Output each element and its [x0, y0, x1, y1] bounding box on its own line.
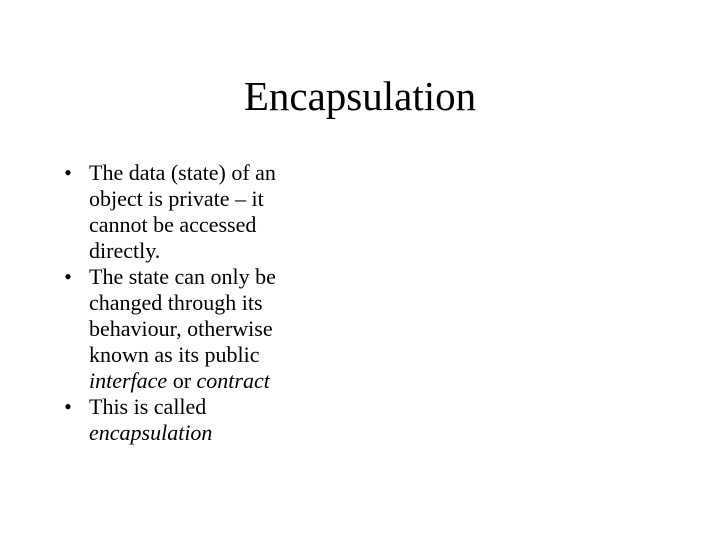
bullet-segment: The data (state) of an object is private – it cannot be accessed directly.: [89, 160, 276, 263]
bullet-icon: •: [64, 394, 72, 419]
bullet-icon: •: [64, 160, 72, 185]
bullet-item: [58, 394, 318, 446]
slide-title: Encapsulation: [243, 73, 477, 119]
bullet-icon: •: [64, 264, 72, 289]
bullet-text: [89, 160, 318, 264]
bullet-text: [89, 394, 318, 446]
bullet-segment-italic: contract: [196, 368, 270, 393]
bullet-segment: or: [167, 368, 197, 393]
bullet-segment-italic: encapsulation: [89, 420, 213, 445]
bullet-segment-italic: interface: [89, 368, 168, 393]
bullet-segment: This is called: [89, 394, 207, 419]
bullet-item: [58, 160, 318, 264]
bullet-list: [58, 160, 318, 446]
bullet-item: [58, 264, 318, 394]
bullet-text: [89, 264, 318, 394]
bullet-segment: The state can only be changed through its behaviour, otherwise known as its public: [89, 264, 276, 367]
